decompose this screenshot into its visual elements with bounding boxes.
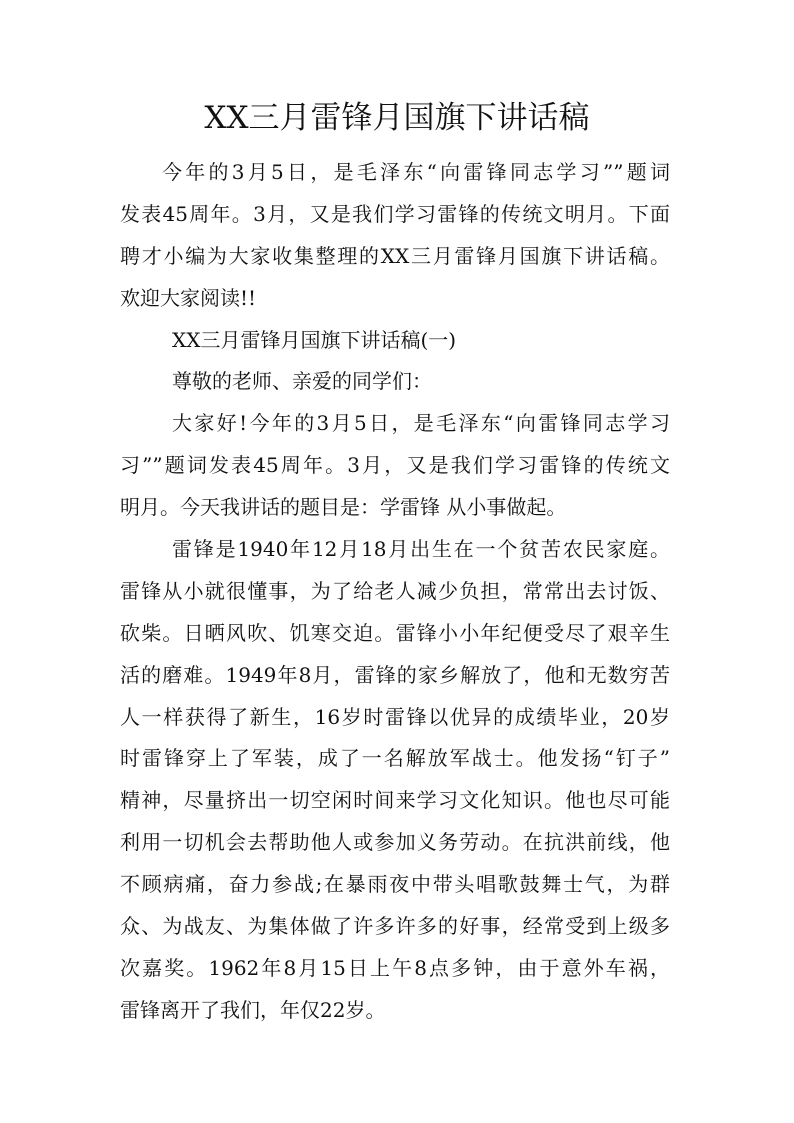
text-line: 聘才小编为大家收集整理的XX三月雷锋月国旗下讲话稿。 xyxy=(120,243,670,268)
text-line: 今年的3月5日，是毛泽东“向雷锋同志学习””题词 xyxy=(162,160,670,184)
text-line: 明月。今天我讲话的题目是：学雷锋 从小事做起。 xyxy=(120,495,567,520)
text-line: 众、为战友、为集体做了许多许多的好事，经常受到上级多 xyxy=(120,914,670,939)
text-line: 大家好!今年的3月5日，是毛泽东“向雷锋同志学习 xyxy=(172,411,670,436)
text-line: 次嘉奖。1962年8月15日上午8点多钟，由于意外车祸， xyxy=(120,955,670,980)
text-line: 活的磨难。1949年8月，雷锋的家乡解放了，他和无数穷苦 xyxy=(120,662,670,687)
section-heading xyxy=(120,320,670,362)
text-line: 时雷锋穿上了军装，成了一名解放军战士。他发扬“钉子” xyxy=(120,746,670,771)
text-line: 发表45周年。3月，又是我们学习雷锋的传统文明月。下面 xyxy=(120,201,670,226)
paragraph-greeting xyxy=(120,403,670,529)
paragraph-intro xyxy=(120,152,670,320)
text-line: 人一样获得了新生，16岁时雷锋以优异的成绩毕业，20岁 xyxy=(120,704,670,729)
text-line: 雷锋从小就很懂事，为了给老人减少负担，常常出去讨饭、 xyxy=(120,578,670,603)
text-line: 习””题词发表45周年。3月，又是我们学习雷锋的传统文 xyxy=(120,453,670,478)
text-line: 雷锋是1940年12月18月出生在一个贫苦农民家庭。 xyxy=(172,537,670,562)
text-line: XX三月雷锋月国旗下讲话稿(一) xyxy=(172,327,457,352)
text-line: 精神，尽量挤出一切空闲时间来学习文化知识。他也尽可能 xyxy=(120,788,670,813)
text-line: 不顾病痛，奋力参战;在暴雨夜中带头唱歌鼓舞士气，为群 xyxy=(120,872,670,897)
paragraph-biography xyxy=(120,529,670,1032)
text-line: 欢迎大家阅读!! xyxy=(120,285,257,310)
document-body xyxy=(120,152,670,1032)
text-line: 砍柴。日晒风吹、饥寒交迫。雷锋小小年纪便受尽了艰辛生 xyxy=(120,620,670,645)
paragraph-salutation xyxy=(120,361,670,403)
text-line: 尊敬的老师、亲爱的同学们： xyxy=(172,369,432,394)
document-title: XX三月雷锋月国旗下讲话稿 xyxy=(204,100,590,136)
text-line: 利用一切机会去帮助他人或参加义务劳动。在抗洪前线，他 xyxy=(120,830,670,855)
text-line: 雷锋离开了我们，年仅22岁。 xyxy=(120,997,386,1022)
